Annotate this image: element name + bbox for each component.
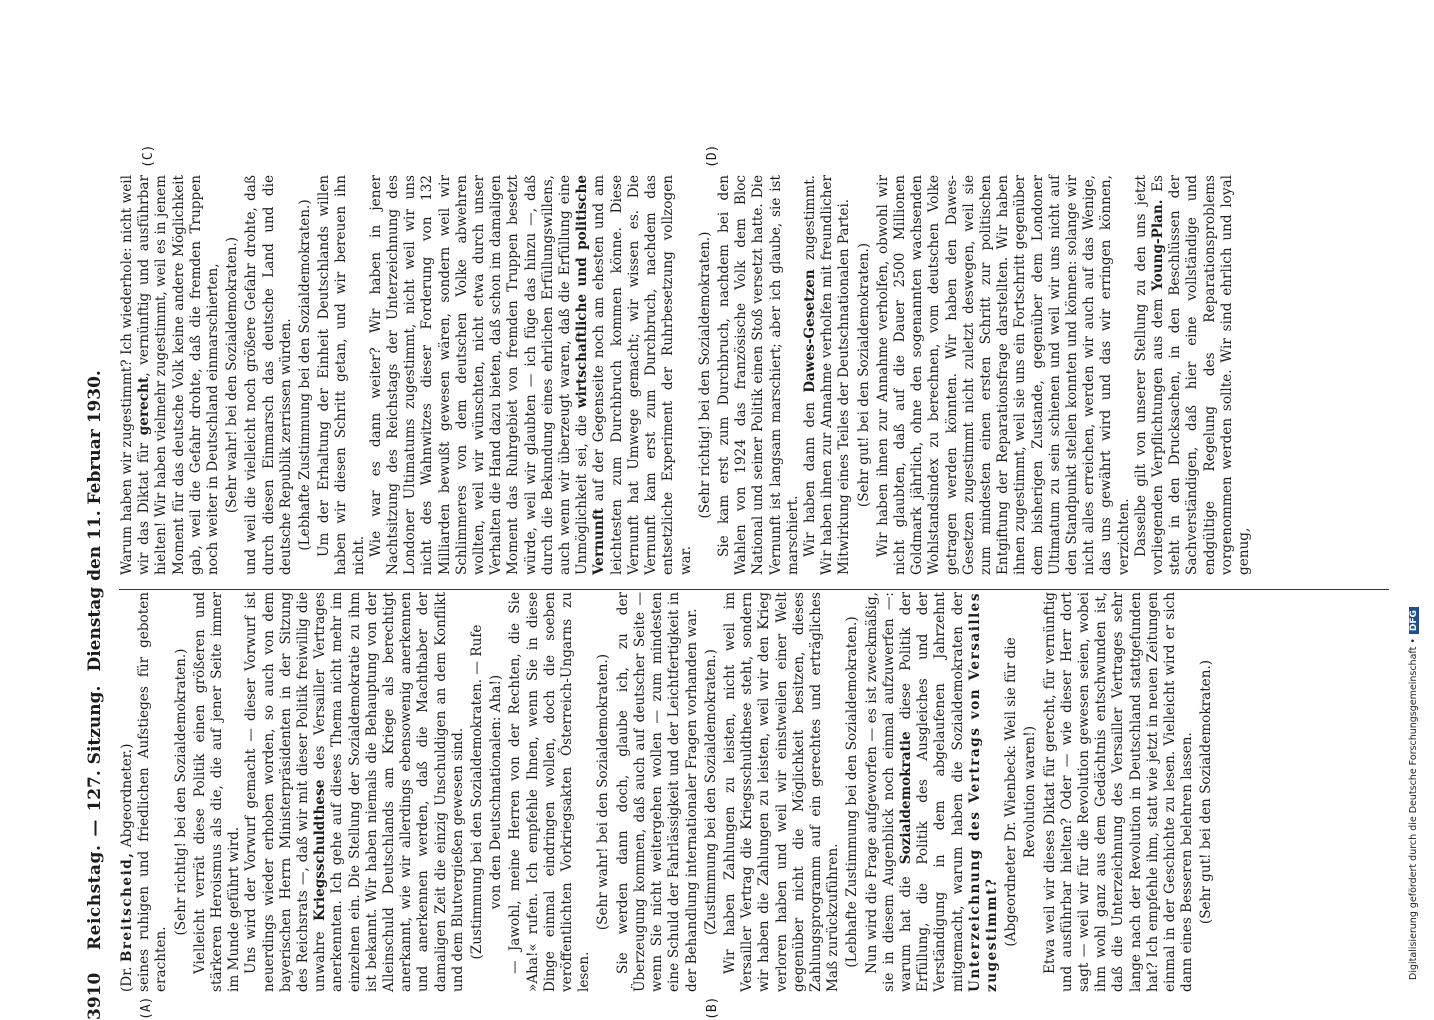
left-column [119,592,1218,992]
header-dash: — [85,819,105,837]
page-number: 3910 [85,972,105,1020]
column-divider [119,589,1389,590]
paragraph: Warum haben wir zugestimmt? Ich wiederhole: nicht weil wir das Diktat für gerecht, vernünftig und ausführbar hielten! Wir haben vielmehr zugestimmt, weil es in jenem Moment für das deutsche Volk keine andere Möglichkeit gab, weil die Gefahr drohte, daß die fremden Truppen noch weiter in Deutschland einmarschierten, [119,175,222,575]
interjection: (Abgeordneter Dr. Wienbeck: Weil sie für die [1003,637,1020,947]
paragraph: Wir haben Zahlungen zu leisten, nicht weil im Versailler Vertrag die Kriegsschuldthese steht, sondern wir haben die Zahlungen zu leisten, weil wir den Krieg verloren haben und weil wir einstweilen einer Welt gegenüber nicht die Möglichkeit besitzen, dieses Zahlungsprogramm auf ein gerechtes und erträgliches Maß zurückzuführen. [721,592,842,992]
emphasis: gerecht [136,376,153,436]
interjection: (Sehr wahr! bei den Sozialdemokraten.) [224,236,241,514]
paragraph: Etwa weil wir dieses Diktat für gerecht, für vernünftig und ausführbar hielten? Oder — wie dieser Herr dort sagt — weil wir für die Revolution gewesen seien, wobei ihm wohl ganz aus dem Gedächtnis entschwunden ist, daß die Unterzeichnung des Versailler Vertrages sehr lange nach der Revolution in Deutschland stattgefunden hat? Ich empfehle ihm, statt wie jetzt in neuen Zeitungen einmal in der Geschichte zu lesen. Vielleicht wird er sich dann eines Besseren belehren lassen. [1041,592,1196,992]
right-column [119,175,1253,575]
margin-marker-d: (D) [705,144,720,168]
paragraph: Uns wird der Vorwurf gemacht — dieser Vorwurf ist neuerdings wieder erhoben worden, so auch von dem bayerischen Herrn Ministerpräsidenten in der Sitzung des Reichsrats —, daß wir mit dieser Politik freiwillig die unwahre Kriegsschuldthese des Versailler Vertrages anerkennten. Ich gehe auf dieses Thema nicht mehr im einzelnen ein. Die Stellung der Sozialdemokratie zu ihm ist bekannt. Wir haben niemals die Behauptung von der Alleinschuld Deutschlands am Kriege als berechtigt anerkannt, wie wir allerdings ebensowenig anerkennen und anerkennen werden, daß die Machthaber der damaligen Zeit die einzig Unschuldigen an dem Konflikt und dem Blutvergießen gewesen sind. [243,592,466,992]
paragraph: Wie war es dann weiter? Wir haben in jener Nachtsitzung des Reichstags der Unterzeichnung des Londoner Ultimatums zugestimmt, nicht weil wir uns nicht des Wahnwitzes dieser Forderung von 132 Milliarden bewußt gewesen wären, sondern weil wir Schlimmeres von dem deutschen Volke abwehren wollten, weil wir wünschten, nicht etwa durch unser Verhalten die Hand dazu bieten, daß schon im damaligen Moment das Ruhrgebiet von fremden Truppen besetzt würde, weil wir glaubten — ich füge das hinzu —, daß durch die Bekundung eines ehrlichen Erfüllungswillens, auch wenn wir überzeugt waren, daß die Erfüllung eine Unmöglichkeit sei, die wirtschaftliche und politische Vernunft auf der Gegenseite noch am ehesten und am leichtesten zum Durchbruch kommen könne. Diese Vernunft hat Umwege gemacht; wir wissen es. Die Vernunft kam erst zum Durchbruch, nachdem das entsetzliche Experiment der Ruhrbesetzung vollzogen war. [367,175,694,575]
interjection: (Lebhafte Zustimmung bei den Sozialdemokraten.) [297,199,314,551]
interjection: (Sehr wahr! bei den Sozialdemokraten.) [595,653,612,931]
paragraph: Sie werden dann doch, glaube ich, zu der Überzeugung kommen, daß auch auf deutscher Seite — wenn Sie nicht weitergehen wollen — zum mindesten eine Schuld der Fahrlässigkeit und der Leichtfertigkeit in der Behandlung internationaler Fragen vorhanden war. [614,592,700,992]
margin-marker-b: (B) [705,996,720,1020]
speaker-line: (Dr. Breitscheid, Abgeordneter.) [119,743,135,992]
interjection: (Sehr richtig! bei den Sozialdemokraten.) [172,648,189,936]
interjection: (Sehr richtig! bei den Sozialdemokraten.) [696,231,713,519]
emphasis: Dawes-Gesetzen [801,269,818,393]
emphasis: Young-Plan. [1149,199,1166,291]
paragraph: und weil die vielleicht noch größere Gefahr drohte, daß durch diesen Einmarsch das deutsche Land und die deutsche Republik zerrissen würden. [243,175,294,575]
interjection: (Lebhafte Zustimmung bei den Sozialdemokraten.) [844,616,861,968]
interjection: (Zustimmung bei den Sozialdemokraten.) [702,649,719,935]
paragraph: Vielleicht verrät diese Politik einen größeren und stärkeren Heroismus als die, die auf jener Seite immer im Munde geführt wird. [191,592,243,992]
speaker-name: Breitscheid, [119,851,135,963]
interjection: von den Deutschnationalen: Aha!) [488,674,505,910]
page-header [85,60,113,1020]
session-title: 127. Sitzung. [85,685,105,812]
interjection: (Zustimmung bei den Sozialdemokraten. — Rufe [469,624,486,960]
paragraph: Wir haben dann den Dawes-Gesetzen zugestimmt. Wir haben ihnen zur Annahme verholfen mit freundlicher Mitwirkung eines Teiles der Deutschnationalen Partei. [801,175,853,575]
emphasis: wirtschaftliche und politische Vernunft [574,175,608,575]
paragraph: seines ruhigen und friedlichen Aufstieges für geboten erachten. [136,592,170,992]
margin-marker-a: (A) [139,996,154,1020]
paragraph: Dasselbe gilt von unserer Stellung zu den uns jetzt vorliegenden Verpflichtungen aus dem Young-Plan. Es steht in den Drucksachen, in den Beschlüssen der Sachverständigen, daß hier eine vollständige und endgültige Regelung des Reparationsproblems vorgenommen werden sollte. Wir sind ehrlich und loyal genug, [1132,175,1252,575]
digitization-credit [1404,10,1424,990]
session-date: Dienstag den 11. Februar 1930. [85,370,105,672]
paragraph: Nun wird die Frage aufgeworfen — es ist zweckmäßig, sie in diesem Augenblick noch einmal aufzuwerfen —: warum hat die Sozialdemokratie diese Politik der Erfüllung, die Politik des Ausgleiches und der Verständigung in dem abgelaufenen Jahrzehnt mitgemacht, warum haben die Sozialdemokraten der Unterzeichnung des Vertrags von Versailles zugestimmt? [863,592,1000,992]
paragraph: Sie kam erst zum Durchbruch, nachdem bei den Wahlen von 1924 das französische Volk dem Bloc National und seiner Politik einen Stoß versetzt hatte. Die Vernunft ist langsam marschiert; aber ich glaube, sie ist marschiert. [715,175,801,575]
interjection: (Sehr gut! bei den Sozialdemokraten.) [855,242,872,508]
document-page [85,60,1405,1020]
paragraph: Wir haben ihnen zur Annahme verholfen, obwohl wir nicht glaubten, daß auf die Dauer 2500 Millionen Goldmark jährlich, ohne den sogenannten wachsenden Wohlstandsindex zu berechnen, vom deutschen Volke getragen werden könnten. Wir haben den Dawes-Gesetzen zugestimmt nicht zuletzt deswegen, weil sie zum mindesten einen ersten Schritt zur politischen Entgiftung der Reparationsfrage darstellten. Wir haben ihnen zugestimmt, weil sie uns ein Fortschritt gegenüber dem bisherigen Zustande, gegenüber dem Londoner Ultimatum zu sein schienen und weil wir uns nicht auf den Standpunkt stellen konnten und können: solange wir nicht alles erreichen, werden wir auch auf das Wenige, das uns gewährt wird und das wir erringen können, verzichten. [874,175,1132,575]
interjection: (Sehr gut! bei den Sozialdemokraten.) [1198,659,1215,925]
credit-text: Digitalisierung gefördert durch die Deutsche Forschungsgemeinschaft • [1408,638,1419,980]
dfg-logo: DFG [1409,607,1419,634]
emphasis: Unterzeichnung des Vertrags von Versailles zugestimmt? [966,592,1000,992]
paragraph: — Jawohl, meine Herren von der Rechten, die Sie »Aha!« rufen. Ich empfehle Ihnen, wenn Sie in diese Dinge einmal eindringen wollen, doch die soeben veröffentlichten Vorkriegsakten Österreich-Ungarns zu lesen. [507,592,593,992]
publication-title: Reichstag. [85,844,105,950]
emphasis: Kriegsschuldthese [312,779,329,922]
paragraph: Um der Erhaltung der Einheit Deutschlands willen haben wir diesen Schritt getan, und wir bereuen ihn nicht. [316,175,367,575]
interjection: Revolution waren!) [1022,725,1039,859]
margin-marker-c: (C) [141,144,156,168]
emphasis: Sozialdemokratie [897,731,914,865]
